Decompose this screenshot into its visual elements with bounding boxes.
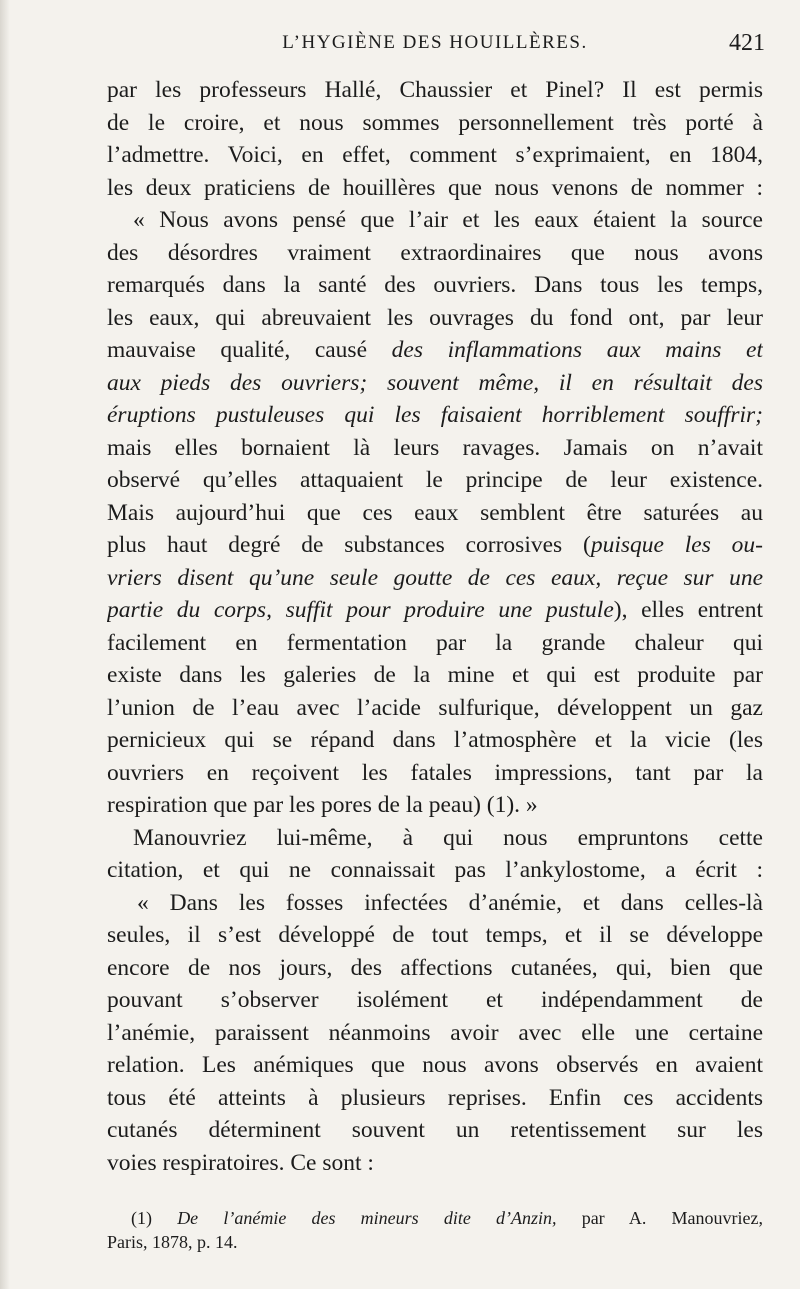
italic-segment: des inflammations aux mains et [391,337,763,363]
text-line: pernicieux qui se répand dans l’atmosphère et la vicie (les [107,727,763,753]
text-line: observé qu’elles attaquaient le principe de leur existence. [107,467,763,493]
text-line [107,334,763,367]
page-edge-shadow [0,0,10,1289]
text-line [107,529,763,562]
text-line: l’admettre. Voici, en effet, comment s’exprimaient, en 1804, [107,142,763,168]
footnote-marker: (1) [131,1208,152,1228]
text-line [107,562,763,595]
text-line: l’anémie, paraissent néanmoins avoir avec elle une certaine [107,1019,763,1046]
text-segment: ), elles entrent [613,597,763,623]
text-line: l’union de l’eau avec l’acide sulfurique, développent un gaz [107,694,763,721]
text-segment: plus haut degré de substances corrosives ( [107,532,591,558]
text-line: les eaux, qui abreuvaient les ouvrages du fond ont, par leur [107,304,763,331]
footnote-title: De l’anémie des mineurs dite d’Anzin, [177,1208,557,1228]
text-line: citation, et qui ne connaissait pas l’ankylostome, a écrit : [107,857,763,883]
text-line: seules, il s’est développé de tout temps, et il se développe [107,922,763,948]
text-line [107,367,763,400]
body-text [107,74,763,1179]
footnote-line: Paris, 1878, p. 14. [107,1232,238,1252]
text-line: encore de nos jours, des affections cutanées, qui, bien que [107,954,763,981]
italic-segment: vriers disent qu’une seule goutte de ces eaux, reçue sur une [107,564,763,591]
text-line: facilement en fermentation par la grande chaleur qui [107,629,763,656]
italic-segment: aux pieds des ouvriers; souvent même, il en résultait des [107,369,763,396]
running-head: L’HYGIÈNE DES HOUILLÈRES. [282,32,588,53]
italic-segment: puisque les ou- [590,532,763,558]
text-line [107,399,763,432]
text-line: par les professeurs Hallé, Chaussier et Pinel? Il est permis [107,77,763,103]
italic-segment: partie du corps, suffit pour produire une pustule [107,597,614,623]
text-line: de le croire, et nous sommes personnellement très porté à [107,109,763,136]
text-line: existe dans les galeries de la mine et qui est produite par [107,662,763,688]
text-line: les deux praticiens de houillères que nous venons de nommer : [107,174,763,201]
footnote-text: par A. Manouvriez, [556,1208,763,1228]
text-line: respiration que par les pores de la peau) (1). » [107,792,538,818]
text-line: Manouvriez lui-même, à qui nous empruntons cette [133,824,763,851]
text-line: « Nous avons pensé que l’air et les eaux étaient la source [133,207,763,233]
text-line: relation. Les anémiques que nous avons observés en avaient [107,1052,763,1078]
text-line: pouvant s’observer isolément et indépendamment de [107,987,763,1013]
text-line: « Dans les fosses infectées d’anémie, et dans celles-là [137,889,763,916]
footnote [107,1206,763,1254]
footnote-line [107,1206,763,1230]
text-line [107,594,763,627]
text-line: cutanés déterminent souvent un retentissement sur les [107,1117,763,1143]
text-line: tous été atteints à plusieurs reprises. Enfin ces accidents [107,1084,763,1111]
text-line: remarqués dans la santé des ouvriers. Dans tous les temps, [107,272,763,298]
text-line: mais elles bornaient là leurs ravages. Jamais on n’avait [107,434,763,461]
text-segment: mauvaise qualité, causé [107,337,392,363]
page-header [105,30,765,64]
text-line: voies respiratoires. Ce sont : [107,1149,374,1176]
page-number: 421 [729,30,765,56]
italic-segment: éruptions pustuleuses qui les faisaient horriblement souffrir; [107,402,763,428]
text-line: Mais aujourd’hui que ces eaux semblent être saturées au [107,499,763,526]
text-line: ouvriers en reçoivent les fatales impressions, tant par la [107,759,763,786]
text-line: des désordres vraiment extraordinaires que nous avons [107,239,763,266]
